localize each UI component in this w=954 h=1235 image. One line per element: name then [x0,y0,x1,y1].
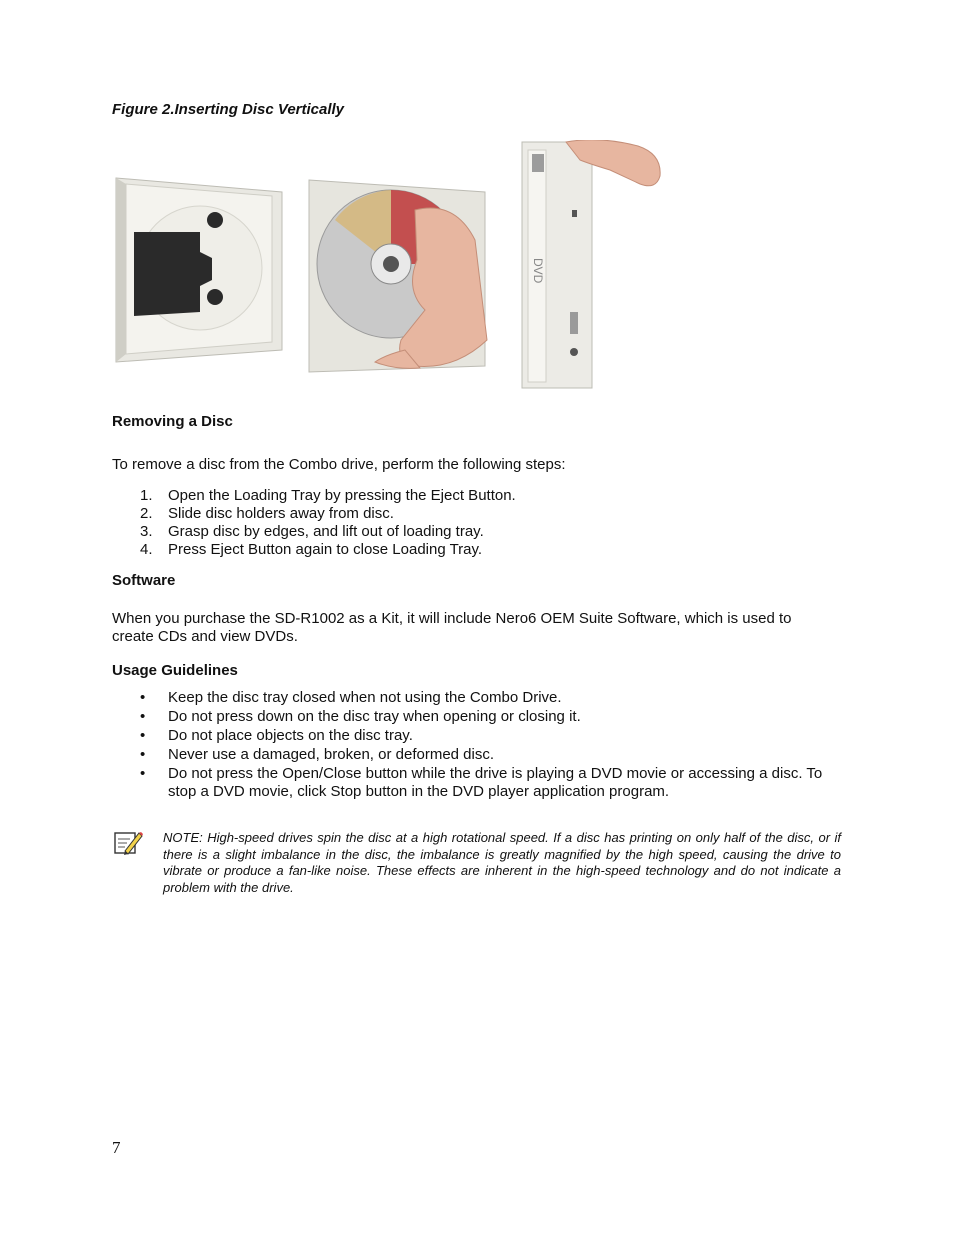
svg-text:DVD: DVD [531,258,545,284]
removing-steps [112,487,516,559]
step-number: 4. [140,541,153,558]
guideline-text: Do not press down on the disc tray when opening or closing it. [168,708,581,725]
step-number: 1. [140,487,153,504]
step-text: Grasp disc by edges, and lift out of loading tray. [168,523,484,540]
note-text: NOTE: High-speed drives spin the disc at a high rotational speed. If a disc has printing on only half of the disc, or if there is a slight imbalance in the disc, the imbalance is greatly magnified by the high speed, causing the drive to vibrate or produce a fan-like noise. These effects are inherent in the high-speed technology and do not indicate a problem with the drive. [163,830,841,895]
step-text: Slide disc holders away from disc. [168,505,394,522]
bullet: • [140,689,146,706]
vertical-drive-photo [522,140,660,388]
list-item [112,765,852,801]
step-text: Press Eject Button again to close Loading Tray. [168,541,483,558]
software-heading: Software [112,572,176,589]
note-pencil-icon [113,829,143,857]
list-item [112,541,516,559]
list-item [112,727,852,745]
list-item [112,487,516,505]
list-item [112,708,852,726]
list-item [112,689,852,707]
bullet: • [140,765,146,782]
page-number: 7 [112,1138,121,1157]
empty-tray-photo [116,178,282,362]
list-item [112,505,516,523]
guideline-text: Do not place objects on the disc tray. [168,727,413,744]
step-text: Open the Loading Tray by pressing the Eject Button. [168,487,516,504]
usage-guidelines-list [112,689,852,802]
figure-2-images [112,140,662,392]
bullet: • [140,746,146,763]
list-item [112,523,516,541]
guideline-text: Never use a damaged, broken, or deformed disc. [168,746,495,763]
disc-insert-photo [309,180,487,372]
drive-photos [112,140,662,392]
list-item [112,746,852,764]
usage-heading: Usage Guidelines [112,662,238,679]
removing-intro: To remove a disc from the Combo drive, perform the following steps: [112,456,566,473]
step-number: 3. [140,523,153,540]
guideline-text: Keep the disc tray closed when not using the Combo Drive. [168,689,562,706]
step-number: 2. [140,505,153,522]
figure-caption: Figure 2.Inserting Disc Vertically [112,101,345,118]
bullet: • [140,727,146,744]
bullet: • [140,708,146,725]
removing-heading: Removing a Disc [112,413,233,430]
software-body: When you purchase the SD-R1002 as a Kit, it will include Nero6 OEM Suite Software, which is used to create CDs and view DVDs. [112,610,792,645]
guideline-text: Do not press the Open/Close button while the drive is playing a DVD movie or accessing a disc. To stop a DVD movie, click Stop button in the DVD player application program. [168,765,823,800]
